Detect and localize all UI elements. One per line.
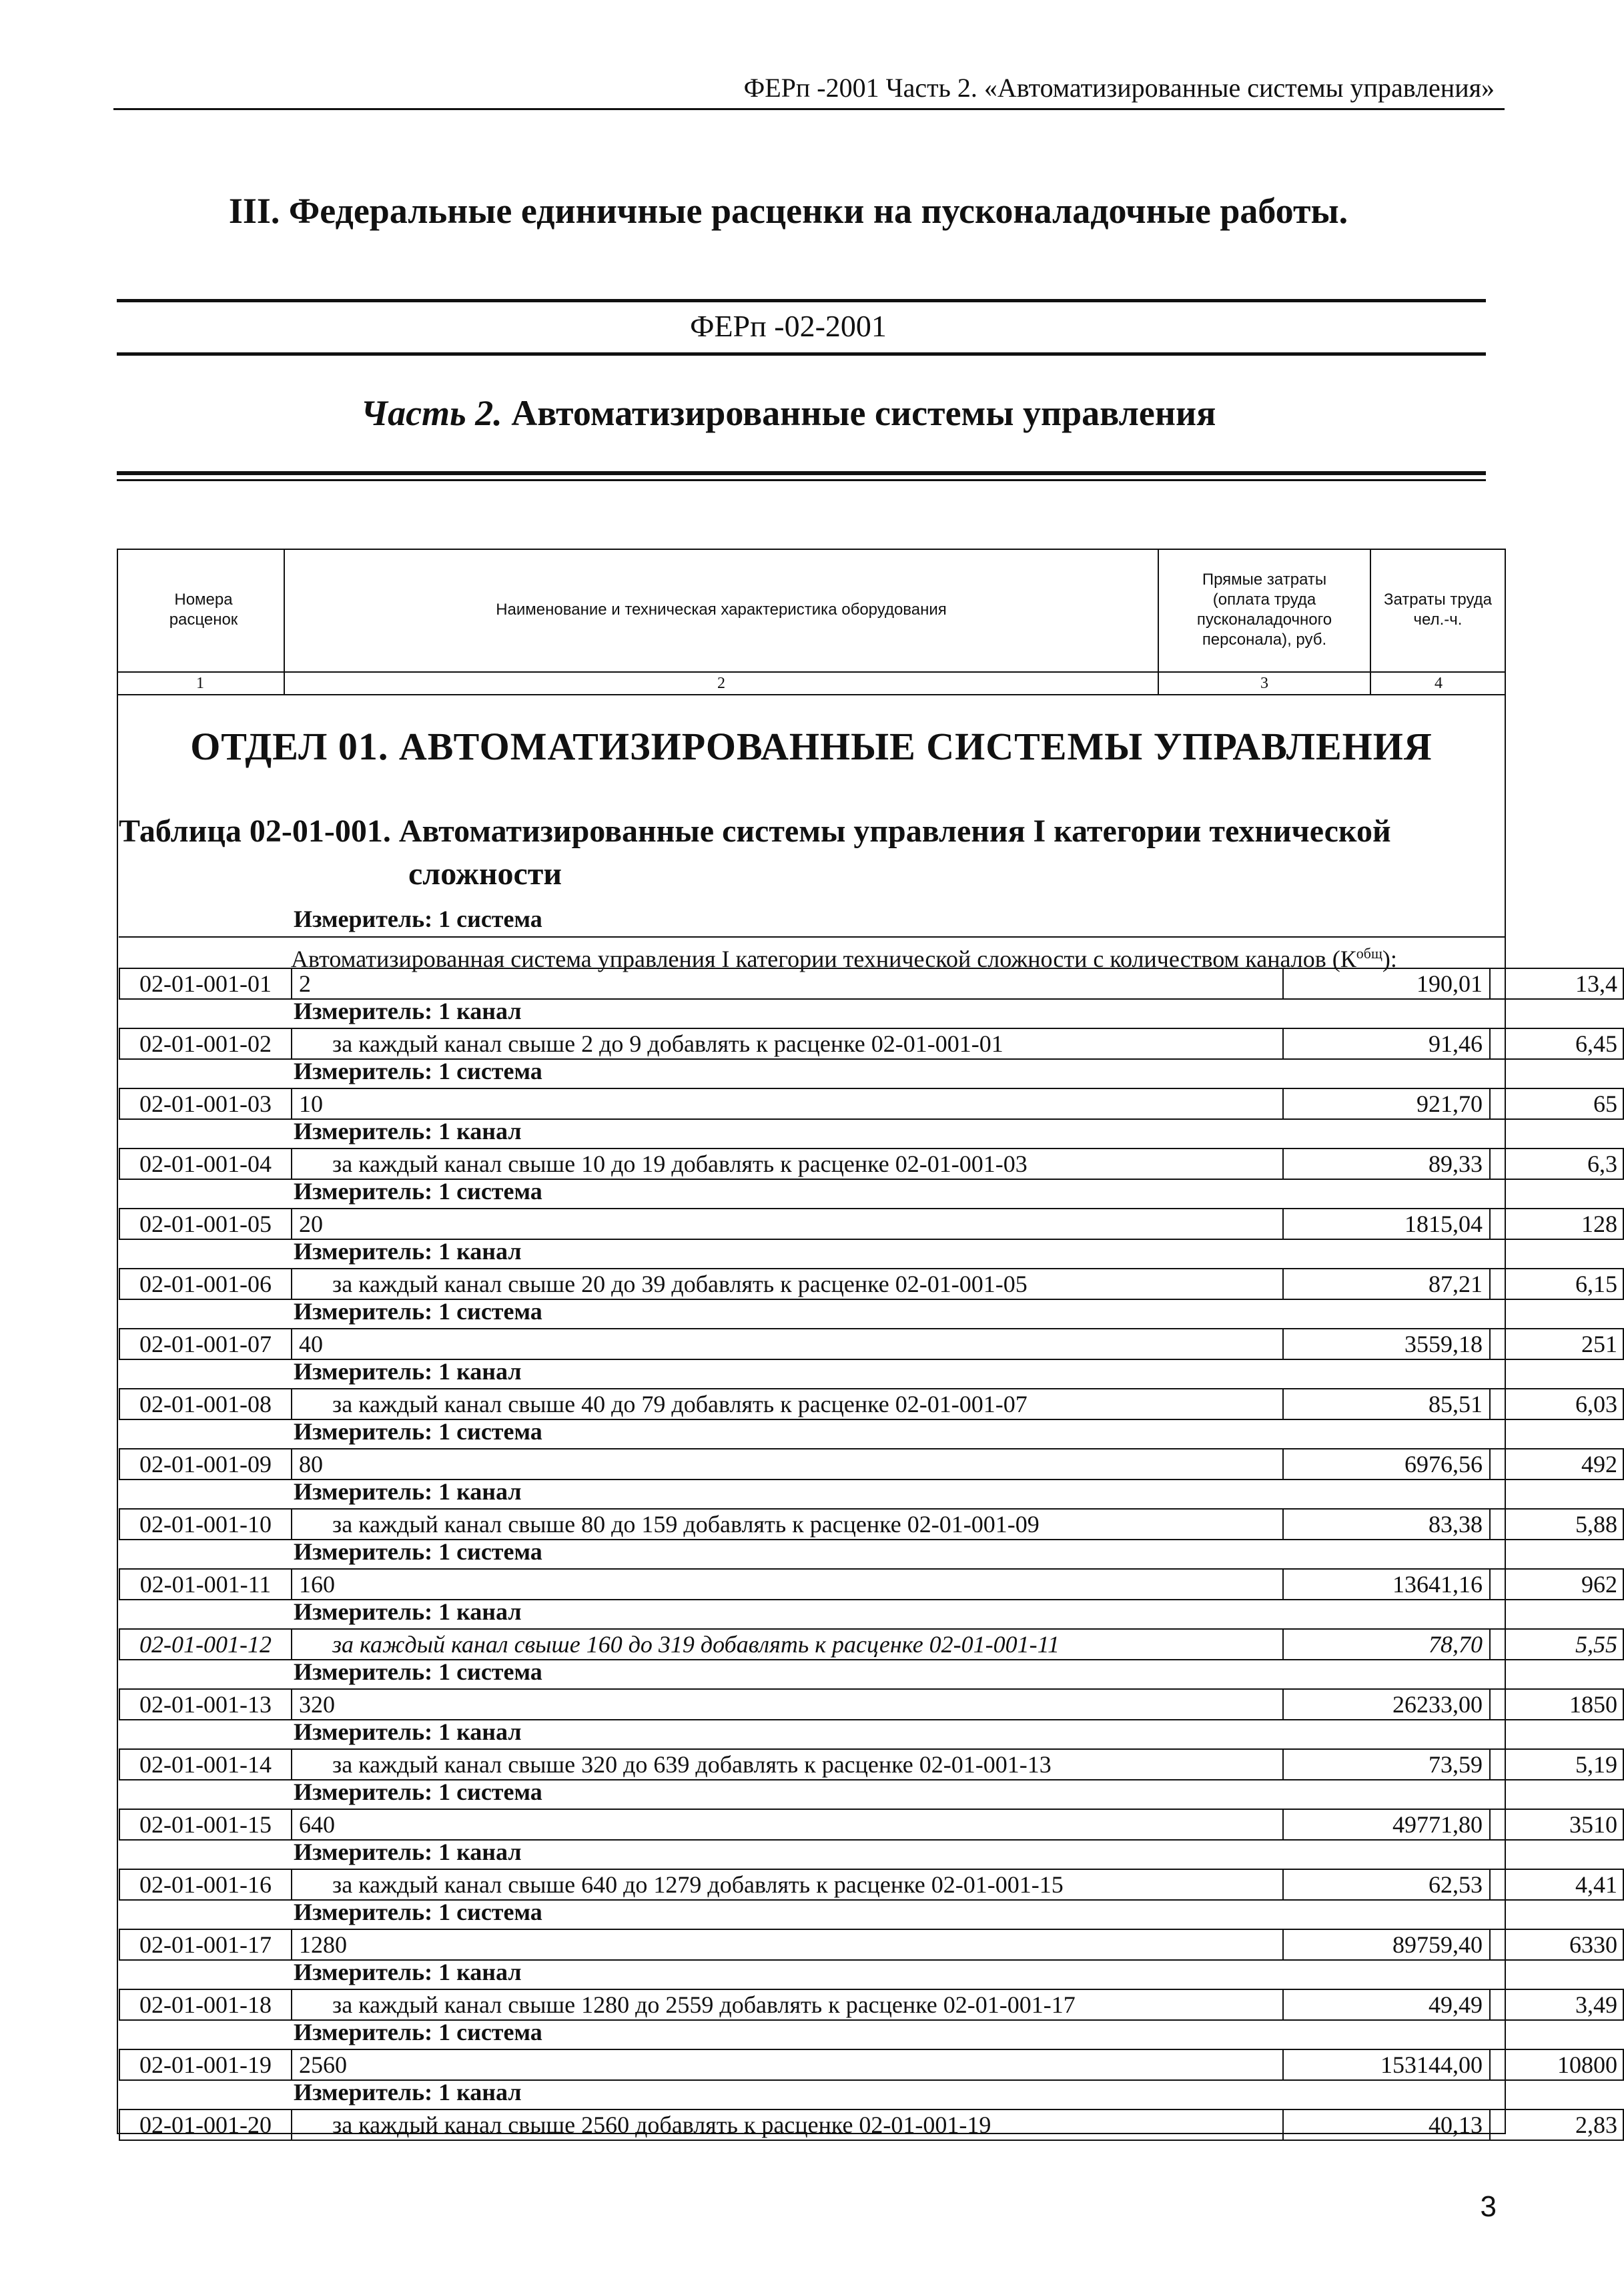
part-title-rest: Автоматизированные системы управления: [502, 393, 1216, 433]
table-row: [119, 1989, 1617, 2021]
measure-label: Измеритель: 1 канал: [294, 1959, 522, 1985]
subheading-text: Автоматизированная система управления I категории технической сложности с количеством каналов (К: [291, 946, 1356, 972]
subheading-rule-top: [119, 936, 1506, 938]
rate-direct-cost: 85,51: [1282, 1388, 1491, 1420]
header-col-codes: Номера расценок: [169, 591, 238, 629]
header-num-3: 3: [1260, 675, 1268, 692]
rate-direct-cost: 87,21: [1282, 1268, 1491, 1300]
rate-direct-cost: 91,46: [1282, 1028, 1491, 1060]
rate-description: за каждый канал свыше 40 до 79 добавлять к расценке 02-01-001-07: [291, 1388, 1284, 1420]
rate-direct-cost: 49,49: [1282, 1989, 1491, 2021]
rate-description: за каждый канал свыше 1280 до 2559 добавлять к расценке 02-01-001-17: [291, 1989, 1284, 2021]
measure-label: Измеритель: 1 система: [294, 1178, 542, 1205]
rate-direct-cost: 62,53: [1282, 1869, 1491, 1901]
table-row: [119, 1028, 1617, 1060]
rate-direct-cost: 83,38: [1282, 1508, 1491, 1540]
rate-labor-hours: 2,83: [1489, 2109, 1624, 2141]
rate-direct-cost: 921,70: [1282, 1088, 1491, 1120]
table-row: [119, 1148, 1617, 1180]
rate-labor-hours: 6,45: [1489, 1028, 1624, 1060]
table-row: [119, 1568, 1617, 1600]
table-row: [119, 2109, 1617, 2141]
rate-description: за каждый канал свыше 640 до 1279 добавлять к расценке 02-01-001-15: [291, 1869, 1284, 1901]
rate-labor-hours: 492: [1489, 1448, 1624, 1480]
measure-label: Измеритель: 1 система: [294, 1418, 542, 1445]
table-row: [119, 1448, 1617, 1480]
rate-direct-cost: 78,70: [1282, 1628, 1491, 1660]
rate-code: 02-01-001-13: [119, 1688, 292, 1720]
header-num-1: 1: [196, 675, 204, 692]
rate-description: за каждый канал свыше 80 до 159 добавлять к расценке 02-01-001-09: [291, 1508, 1284, 1540]
table-row: [119, 1508, 1617, 1540]
measure-label: Измеритель: 1 канал: [294, 998, 522, 1024]
rate-code: 02-01-001-04: [119, 1148, 292, 1180]
measure-label: Измеритель: 1 канал: [294, 1478, 522, 1505]
code-title-rule-top: [117, 299, 1486, 302]
header-num-4: 4: [1435, 675, 1443, 692]
rate-code: 02-01-001-16: [119, 1869, 292, 1901]
part-title-rule-2: [117, 479, 1486, 481]
measure-label: Измеритель: 1 система: [294, 1058, 542, 1084]
rate-labor-hours: 1850: [1489, 1688, 1624, 1720]
section-title: III. Федеральные единичные расценки на пусконаладочные работы.: [228, 191, 1348, 231]
rate-description: 640: [291, 1809, 1284, 1841]
measure-label: Измеритель: 1 система: [294, 1538, 542, 1565]
part-title-italic: Часть 2.: [360, 393, 502, 433]
rate-labor-hours: 6,15: [1489, 1268, 1624, 1300]
rate-direct-cost: 6976,56: [1282, 1448, 1491, 1480]
rate-labor-hours: 251: [1489, 1328, 1624, 1360]
rate-labor-hours: 10800: [1489, 2049, 1624, 2081]
rate-direct-cost: 73,59: [1282, 1748, 1491, 1780]
rate-direct-cost: 89,33: [1282, 1148, 1491, 1180]
part-title-rule-1: [117, 471, 1486, 475]
rate-code: 02-01-001-10: [119, 1508, 292, 1540]
rate-labor-hours: 5,55: [1489, 1628, 1624, 1660]
measure-label: Измеритель: 1 канал: [294, 1358, 522, 1385]
rate-description: за каждый канал свыше 160 до 319 добавлять к расценке 02-01-001-11: [291, 1628, 1284, 1660]
rate-description: за каждый канал свыше 2 до 9 добавлять к расценке 02-01-001-01: [291, 1028, 1284, 1060]
table-row: [119, 1929, 1617, 1961]
rate-code: 02-01-001-01: [119, 968, 292, 1000]
measure-label: Измеритель: 1 канал: [294, 1238, 522, 1265]
rate-code: 02-01-001-20: [119, 2109, 292, 2141]
measure-label: Измеритель: 1 система: [294, 1778, 542, 1805]
rate-direct-cost: 153144,00: [1282, 2049, 1491, 2081]
department-title: ОТДЕЛ 01. АВТОМАТИЗИРОВАННЫЕ СИСТЕМЫ УПРАВЛЕНИЯ: [190, 725, 1433, 768]
running-header: ФЕРп -2001 Часть 2. «Автоматизированные системы управления»: [743, 73, 1495, 103]
table-title-line1: Таблица 02-01-001. Автоматизированные системы управления I категории технической: [119, 813, 1391, 849]
rate-description: 20: [291, 1208, 1284, 1240]
rate-code: 02-01-001-09: [119, 1448, 292, 1480]
table-row: [119, 1869, 1617, 1901]
rate-labor-hours: 65: [1489, 1088, 1624, 1120]
rate-description: 2560: [291, 2049, 1284, 2081]
rate-direct-cost: 3559,18: [1282, 1328, 1491, 1360]
table-row: [119, 1328, 1617, 1360]
measure-label: Измеритель: 1 канал: [294, 1598, 522, 1625]
rate-code: 02-01-001-11: [119, 1568, 292, 1600]
page-number: 3: [1480, 2190, 1497, 2223]
table-row: [119, 1628, 1617, 1660]
table-row: [119, 1748, 1617, 1780]
rate-code: 02-01-001-02: [119, 1028, 292, 1060]
rate-labor-hours: 4,41: [1489, 1869, 1624, 1901]
header-col-labor: Затраты труда чел.-ч.: [1383, 591, 1492, 629]
rate-code: 02-01-001-14: [119, 1748, 292, 1780]
header-rule: [113, 108, 1505, 110]
rate-labor-hours: 128: [1489, 1208, 1624, 1240]
rate-description: 320: [291, 1688, 1284, 1720]
rate-description: 1280: [291, 1929, 1284, 1961]
rate-labor-hours: 962: [1489, 1568, 1624, 1600]
subheading-end: ):: [1382, 946, 1397, 972]
measure-label: Измеритель: 1 система: [294, 1899, 542, 1925]
rate-direct-cost: 89759,40: [1282, 1929, 1491, 1961]
measure-label: Измеритель: 1 канал: [294, 1839, 522, 1865]
measure-label-first: Измеритель: 1 система: [294, 906, 542, 932]
rate-labor-hours: 5,19: [1489, 1748, 1624, 1780]
table-row: [119, 1208, 1617, 1240]
rate-description: 80: [291, 1448, 1284, 1480]
rate-code: 02-01-001-07: [119, 1328, 292, 1360]
rate-direct-cost: 49771,80: [1282, 1809, 1491, 1841]
rate-direct-cost: 26233,00: [1282, 1688, 1491, 1720]
rate-description: 2: [291, 968, 1284, 1000]
rate-code: 02-01-001-03: [119, 1088, 292, 1120]
rate-code: 02-01-001-12: [119, 1628, 292, 1660]
table-row: [119, 1268, 1617, 1300]
rate-direct-cost: 40,13: [1282, 2109, 1491, 2141]
rate-labor-hours: 6,3: [1489, 1148, 1624, 1180]
table-row: [119, 968, 1617, 1000]
rate-description: за каждый канал свыше 20 до 39 добавлять к расценке 02-01-001-05: [291, 1268, 1284, 1300]
rate-description: за каждый канал свыше 2560 добавлять к расценке 02-01-001-19: [291, 2109, 1284, 2141]
code-title: ФЕРп -02-2001: [690, 309, 887, 343]
measure-label: Измеритель: 1 канал: [294, 1118, 522, 1145]
rate-description: за каждый канал свыше 10 до 19 добавлять к расценке 02-01-001-03: [291, 1148, 1284, 1180]
rate-labor-hours: 5,88: [1489, 1508, 1624, 1540]
table-row: [119, 2049, 1617, 2081]
rate-code: 02-01-001-05: [119, 1208, 292, 1240]
measure-label: Измеритель: 1 система: [294, 1658, 542, 1685]
table-title-line2: сложности: [408, 856, 562, 892]
rate-code: 02-01-001-06: [119, 1268, 292, 1300]
rate-direct-cost: 1815,04: [1282, 1208, 1491, 1240]
rate-labor-hours: 6,03: [1489, 1388, 1624, 1420]
rate-code: 02-01-001-18: [119, 1989, 292, 2021]
table-row: [119, 1088, 1617, 1120]
table-row: [119, 1688, 1617, 1720]
header-num-2: 2: [717, 675, 725, 692]
rate-code: 02-01-001-15: [119, 1809, 292, 1841]
subheading-superscript: общ: [1356, 945, 1382, 962]
rate-labor-hours: 6330: [1489, 1929, 1624, 1961]
measure-label: Измеритель: 1 система: [294, 1298, 542, 1325]
part-title: [0, 392, 1577, 434]
rate-labor-hours: 3510: [1489, 1809, 1624, 1841]
measure-label: Измеритель: 1 система: [294, 2019, 542, 2045]
rate-description: 160: [291, 1568, 1284, 1600]
rate-direct-cost: 190,01: [1282, 968, 1491, 1000]
rate-description: 10: [291, 1088, 1284, 1120]
rate-code: 02-01-001-08: [119, 1388, 292, 1420]
rate-description: за каждый канал свыше 320 до 639 добавлять к расценке 02-01-001-13: [291, 1748, 1284, 1780]
header-col-name: Наименование и техническая характеристика оборудования: [496, 601, 947, 619]
table-row: [119, 1809, 1617, 1841]
measure-label: Измеритель: 1 канал: [294, 2079, 522, 2105]
header-col-cost: Прямые затраты (оплата труда пусконаладочного персонала), руб.: [1196, 571, 1332, 649]
rate-labor-hours: 3,49: [1489, 1989, 1624, 2021]
measure-label: Измеритель: 1 канал: [294, 1718, 522, 1745]
rate-code: 02-01-001-17: [119, 1929, 292, 1961]
code-title-rule-bottom: [117, 352, 1486, 356]
rate-description: 40: [291, 1328, 1284, 1360]
rate-direct-cost: 13641,16: [1282, 1568, 1491, 1600]
table-row: [119, 1388, 1617, 1420]
rate-labor-hours: 13,4: [1489, 968, 1624, 1000]
rate-code: 02-01-001-19: [119, 2049, 292, 2081]
